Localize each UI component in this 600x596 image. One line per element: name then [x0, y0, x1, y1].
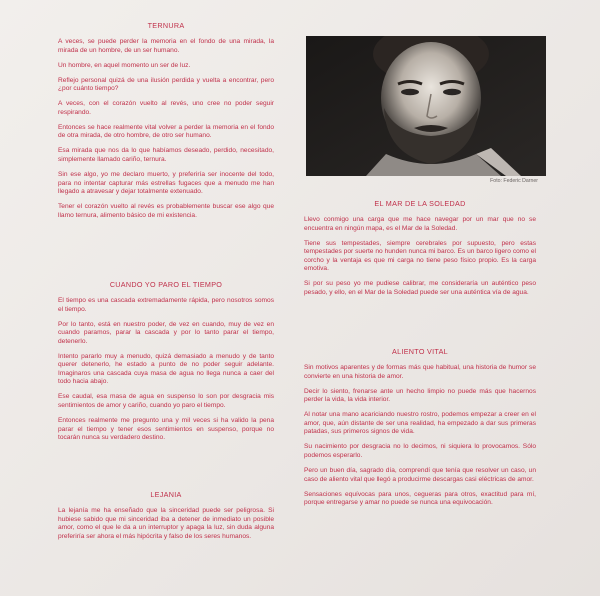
- section-cuando-yo-paro-el-tiempo: [58, 281, 274, 449]
- paragraph: Llevo conmigo una carga que me hace navegar por un mar que no se encuentra en ningún mapa, es el Mar de la Soledad.: [304, 216, 536, 232]
- paragraph: El tiempo es una cascada extremadamente rápida, pero nosotros somos el tiempo.: [58, 297, 274, 313]
- paragraph: Entonces realmente me pregunto una y mil veces si ha valido la pena parar el tiempo y tener esos sentimientos en suspenso, porque no tocarán nunca su verdadero destino.: [58, 417, 274, 442]
- paragraph: A veces, con el corazón vuelto al revés, uno cree no poder seguir respirando.: [58, 100, 274, 116]
- paragraph: Sensaciones equívocas para unos, cegueras para otros, exactitud para mí, porque entregarse y amar no puede se nunca una equivocación.: [304, 490, 536, 507]
- paragraph: Ese caudal, esa masa de agua en suspenso lo son por desgracia mis sentimientos de amor y cariño, cuando yo paro el tiempo.: [58, 393, 274, 410]
- paragraph: Pero un buen día, sagrado día, comprendí que tenía que resolver un caso, un caso de aliento vital que llegó a producirme descargas casi eléctricas de amor.: [304, 466, 536, 483]
- section-ternura: [58, 22, 274, 227]
- paragraph: Sin ese algo, yo me declaro muerto, y preferiría ser inocente del todo, para no intentar capturar más estrellas fugaces que a menudo me han llegado a atravesar y dejar totalmente extenuado.: [58, 171, 274, 196]
- section-el-mar-de-la-soledad: [304, 200, 536, 304]
- paragraph: Si por su peso yo me pudiese calibrar, me consideraría un auténtico peso pesado, y ello, en el Mar de la Soledad puede ser una auténtica vía de agua.: [304, 280, 536, 296]
- paragraph: Tiene sus tempestades, siempre cerebrales por supuesto, pero estas tempestades por suerte no hunden nunca mi barco. Es un barco ligero como el corcho y la ventaja es que mi carga no tiene peso físico propio. Es la carga emotiva.: [304, 239, 536, 273]
- paragraph: Por lo tanto, está en nuestro poder, de vez en cuando, muy de vez en cuando paramos, parar la cascada y por lo tanto parar el tiempo, detenerlo.: [58, 320, 274, 345]
- paragraph: La lejanía me ha enseñado que la sinceridad puede ser peligrosa. Si hubiese sabido que mi sinceridad iba a detener de inmediato un posible amor, como el que le da a un interruptor y apaga la luz, sin duda alguna preferiría ser ahora el más hipócrita y falso de los seres humanos.: [58, 507, 274, 540]
- heading-cuando: CUANDO YO PARO EL TIEMPO: [109, 280, 223, 289]
- paragraph: A veces, se puede perder la memoria en el fondo de una mirada, la mirada de un hombre, de un ser humano.: [58, 38, 274, 54]
- paragraph: Intento pararlo muy a menudo, quizá demasiado a menudo y de tanto querer detenerlo, he estado a punto de no poder seguir adelante. Imaginaros una cascada cuya masa de agua no llega nunca a caer del todo hacia abajo.: [58, 352, 274, 386]
- paragraph: Al notar una mano acariciando nuestro rostro, podemos empezar a creer en el amor, que, aún distante de ser una realidad, ha empezado a dar sus primeras patadas, sus primeros signos de vida.: [304, 411, 536, 436]
- portrait-image: [306, 36, 546, 176]
- paragraph: Sin motivos aparentes y de formas más que habitual, una historia de humor se convierte en una historia de amor.: [304, 364, 536, 380]
- paragraph: Un hombre, en aquel momento un ser de luz.: [58, 61, 191, 69]
- paragraph: Tener el corazón vuelto al revés es probablemente buscar ese algo que llamo ternura, alimento básico de mi existencia.: [58, 203, 274, 219]
- photo-caption: Foto: Federic Darner: [490, 178, 538, 184]
- paragraph: Su nacimiento por desgracia no lo decimos, ni siquiera lo provocamos. Sólo podemos esperarlo.: [304, 443, 536, 459]
- portrait-photo: [306, 36, 546, 176]
- heading-ternura: TERNURA: [147, 21, 185, 30]
- section-aliento-vital: [304, 348, 536, 514]
- heading-lejania: LEJANIA: [150, 490, 182, 499]
- paragraph: Esa mirada que nos da lo que habíamos deseado, perdido, necesitado, simplemente llamado cariño, ternura.: [58, 147, 274, 164]
- heading-mar: EL MAR DE LA SOLEDAD: [374, 199, 466, 208]
- paragraph: Decir lo siento, frenarse ante un hecho limpio no puede más que hacernos perder la vida, la vida interior.: [304, 387, 536, 404]
- section-lejania: [58, 491, 274, 548]
- heading-aliento: ALIENTO VITAL: [392, 347, 448, 356]
- paragraph: Entonces se hace realmente vital volver a perder la memoria en el fondo de otra mirada, de otro hombre, de otro ser humano.: [58, 123, 274, 140]
- paragraph: Reflejo personal quizá de una ilusión perdida y vuelta a encontrar, pero ¿por cuánto tiempo?: [58, 76, 274, 93]
